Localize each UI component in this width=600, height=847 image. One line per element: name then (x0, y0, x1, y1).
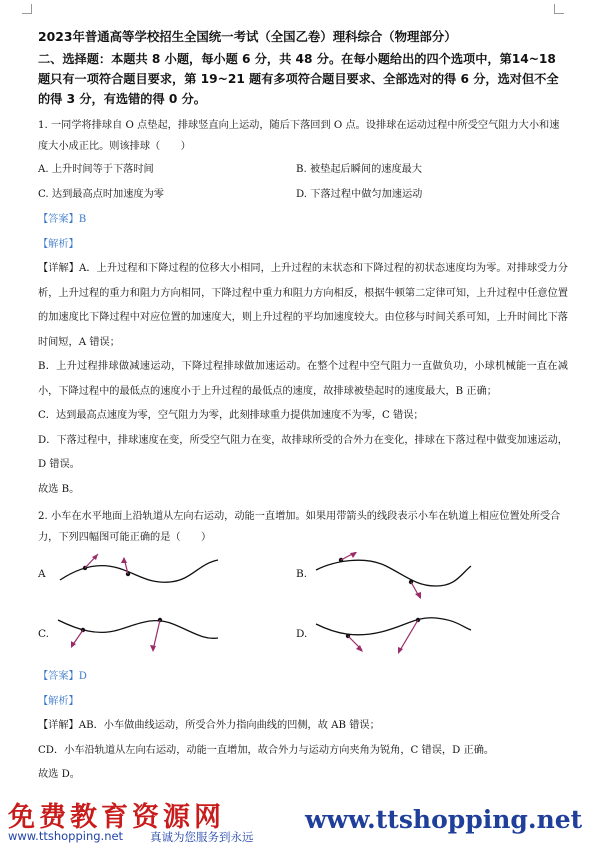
diagram-b (296, 552, 556, 602)
q1-option-b: B. 被垫起后瞬间的速度最大 (296, 164, 423, 175)
arrow-head (121, 557, 127, 563)
diagram-a (38, 552, 268, 602)
track-curve (316, 618, 471, 635)
footer-banner (0, 795, 600, 847)
footer-slogan: 真诚为您服务到永远 (150, 830, 254, 844)
diagram-c-label: C. (38, 628, 49, 640)
q2-detail-cd: CD．小车沿轨道从左向右运动，动能一直增加，故合外力与运动方向夹角为锐角，C 错误，D 正确。 (38, 744, 495, 756)
q2-answer: 【答案】D (38, 671, 87, 682)
q2-stem: 2. 小车在水平地面上沿轨道从左向右运动，动能一直增加。如果用带箭头的线段表示小车在轨道上相应位置处所受合力，下列四幅图可能正确的是（ ） (38, 511, 561, 543)
diagram-d-label: D. (296, 628, 308, 640)
diagram-a-figure (38, 552, 268, 602)
arrow-head (150, 645, 156, 652)
q2-analysis-tag: 【解析】 (38, 696, 79, 707)
diagram-b-label: B. (296, 568, 308, 580)
q1-option-a: A. 上升时间等于下落时间 (38, 164, 154, 175)
q1-stem: 1. 一同学将排球自 O 点垫起，排球竖直向上运动，随后下落回到 O 点。设排球在运动过程中所受空气阻力大小和速度大小成正比。则该排球（ ） (38, 120, 560, 152)
footer-brand: 免费教育资源网 (8, 802, 225, 833)
q1-analysis-tag: 【解析】 (38, 239, 79, 250)
q2-conclusion: 故选 D。 (38, 769, 80, 780)
diagram-d (296, 608, 556, 664)
exam-title: 2023年普通高等学校招生全国统一考试（全国乙卷）理科综合（物理部分） (38, 29, 457, 44)
footer-url-small[interactable]: www.ttshopping.net (8, 829, 124, 843)
page-corner-mark-left (22, 4, 32, 14)
q1-detail-d: D．下落过程中，排球速度在变，所受空气阻力在变，故排球所受的合外力在变化，排球在下落过程中做变加速运动，D 错误。 (38, 434, 568, 470)
track-curve (60, 560, 218, 582)
force-arrow (153, 620, 160, 650)
arrow-head (356, 645, 363, 652)
track-curve (316, 560, 471, 586)
q1-option-c: C. 达到最高点时加速度为零 (38, 189, 164, 200)
diagram-c-figure (38, 608, 268, 664)
arrow-head (415, 592, 421, 599)
q1-answer: 【答案】B (38, 214, 87, 225)
diagram-a-label: A (38, 568, 46, 580)
arrow-head (398, 647, 403, 654)
diagram-d-figure (296, 608, 556, 664)
q1-detail-c: C．达到最高点速度为零，空气阻力为零，此刻排球重力提供加速度不为零，C 错误； (38, 410, 424, 421)
q2-detail-ab: 【详解】AB．小车做曲线运动，所受合外力指向曲线的凹侧，故 AB 错误； (38, 720, 380, 731)
q2-diagrams (38, 552, 568, 664)
q1-conclusion: 故选 B。 (38, 483, 80, 495)
footer-url-large[interactable]: www.ttshopping.net (305, 805, 583, 834)
q1-detail-a: 【详解】A．上升过程和下降过程的位移大小相同，上升过程的末状态和下降过程的初状态速度均为零。对排球受力分析，上升过程的重力和阻力方向相同，下降过程中重力和阻力方向相反，根据牛顿第二定律可知，上升过程中任意位置的加速度比下降过程中对应位置的加速度大，则上升过程的平均加速度较大。由位移与时间关系可知，上升时间比下落时间短，A 错误； (38, 263, 568, 348)
section-instructions: 二、选择题：本题共 8 小题，每小题 6 分，共 48 分。在每小题给出的四个选项中，第14~18题只有一项符合题目要求，第 19~21 题有多项符合题目要求、全部选对的得 6 分，选对但不全的得 3 分，有选错的得 0 分。 (38, 52, 559, 106)
q1-options (38, 157, 568, 207)
q1-detail-b: B．上升过程排球做减速运动，下降过程排球做加速运动。在整个过程中空气阻力一直做负功，小球机械能一直在减小，下降过程中的最低点的速度小于上升过程的最低点的速度，故排球被垫起时的速度最大，B 正确； (38, 361, 568, 397)
diagram-c (38, 608, 268, 664)
diagram-b-figure (296, 552, 556, 602)
document-page (38, 27, 568, 788)
q1-option-d: D. 下落过程中做匀加速运动 (296, 189, 423, 200)
page-corner-mark-right (554, 4, 564, 14)
